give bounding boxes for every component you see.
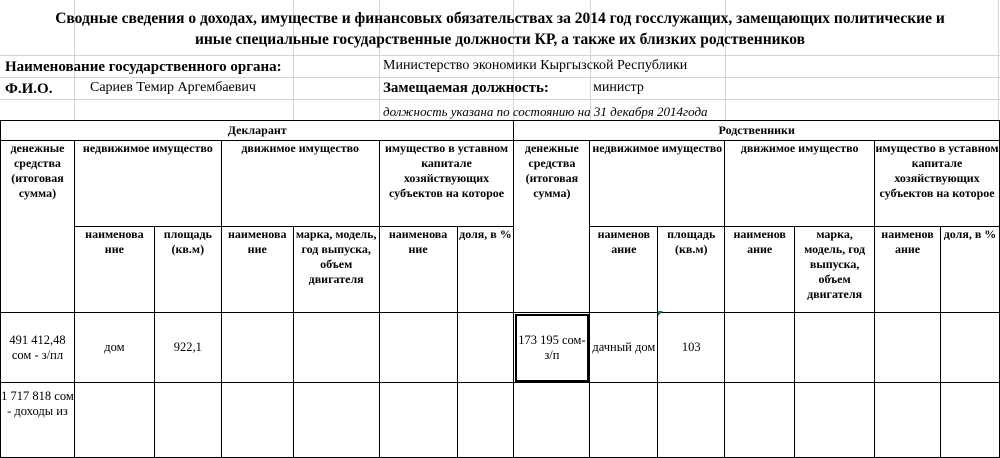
gridline — [0, 55, 1000, 56]
table-cell[interactable] — [154, 383, 221, 458]
position-value: министр — [593, 80, 644, 95]
document-title: Сводные сведения о доходах, имуществе и финансовых обязательствах за 2014 год госслужащих, замещающих политические и иные специальные государственные должности КР, а также их близких родственников — [55, 10, 945, 48]
table-cell[interactable] — [74, 383, 154, 458]
table-cell[interactable] — [514, 383, 590, 458]
sub-name-realty: наименова ние — [74, 227, 154, 313]
table-cell[interactable] — [658, 383, 725, 458]
rel-sub-share: доля, в % — [941, 227, 1000, 313]
table-cell[interactable] — [795, 383, 875, 458]
gridline — [0, 99, 1000, 100]
fio-value: Сариев Темир Аргембаевич — [90, 80, 256, 95]
table-cell[interactable] — [875, 313, 941, 383]
rel-sub-area: площадь (кв.м) — [658, 227, 725, 313]
sub-share: доля, в % — [457, 227, 514, 313]
agency-label: Наименование государственного органа: — [5, 59, 282, 75]
table-cell[interactable] — [293, 313, 379, 383]
table-row — [1, 383, 1000, 458]
table-cell[interactable] — [457, 313, 514, 383]
table-cell[interactable] — [941, 383, 1000, 458]
col-capital: имущество в уставном капитале хозяйствующих субъектов на которое — [379, 141, 514, 227]
decl-money-cell[interactable]: 491 412,48 сом - з/пл — [1, 313, 75, 383]
table-cell[interactable] — [379, 313, 457, 383]
sub-name-capital: наименова ние — [379, 227, 457, 313]
rel-realty-name-cell[interactable]: дачный дом — [590, 313, 658, 383]
table-cell[interactable] — [941, 313, 1000, 383]
table-cell[interactable] — [221, 383, 293, 458]
agency-value: Министерство экономики Кыргызской Республики — [383, 58, 688, 73]
rel-sub-name-realty: наименов ание — [590, 227, 658, 313]
decl-money-cell-2[interactable]: 1 717 818 сом - доходы из — [1, 383, 75, 458]
col-realty: недвижимое имущество — [74, 141, 221, 227]
table-cell[interactable] — [590, 383, 658, 458]
table-cell[interactable] — [875, 383, 941, 458]
rel-col-capital: имущество в уставном капитале хозяйствующих субъектов на которое — [875, 141, 1000, 227]
rel-money-cell[interactable]: 173 195 сом- з/п — [514, 313, 590, 383]
rel-sub-name-capital: наименов ание — [875, 227, 941, 313]
decl-realty-name-cell[interactable]: дом — [74, 313, 154, 383]
table-cell[interactable] — [293, 383, 379, 458]
declaration-table — [0, 120, 1000, 458]
table-cell[interactable] — [725, 383, 795, 458]
position-date-note: должность указана по состоянию на 31 декабря 2014года — [383, 104, 708, 119]
rel-realty-area-cell[interactable]: 103 — [658, 313, 725, 383]
sub-area: площадь (кв.м) — [154, 227, 221, 313]
comment-indicator — [658, 311, 663, 316]
table-cell[interactable] — [725, 313, 795, 383]
table-cell[interactable] — [795, 313, 875, 383]
position-label: Замещаемая должность: — [383, 80, 549, 96]
sub-name-movable: наименова ние — [221, 227, 293, 313]
col-movable: движимое имущество — [221, 141, 379, 227]
sub-brand: марка, модель, год выпуска, объем двигателя — [293, 227, 379, 313]
col-money: денежные средства (итоговая сумма) — [1, 141, 75, 313]
rel-sub-name-movable: наименов ание — [725, 227, 795, 313]
table-row — [1, 313, 1000, 383]
relatives-header: Родственники — [514, 121, 1000, 141]
table-cell[interactable] — [379, 383, 457, 458]
decl-realty-area-cell[interactable]: 922,1 — [154, 313, 221, 383]
rel-col-realty: недвижимое имущество — [590, 141, 725, 227]
rel-sub-brand: марка, модель, год выпуска, объем двигателя — [795, 227, 875, 313]
declarant-header: Декларант — [1, 121, 514, 141]
rel-col-movable: движимое имущество — [725, 141, 875, 227]
fio-label: Ф.И.О. — [5, 81, 53, 97]
rel-col-money: денежные средства (итоговая сумма) — [514, 141, 590, 313]
table-cell[interactable] — [221, 313, 293, 383]
gridline — [998, 0, 999, 120]
table-cell[interactable] — [457, 383, 514, 458]
gridline — [0, 77, 1000, 78]
